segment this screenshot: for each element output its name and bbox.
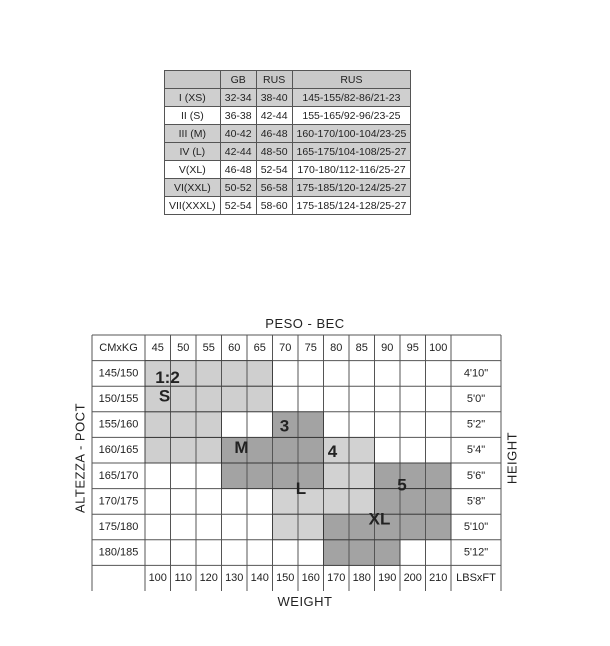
- ft-tick-label: 5'2": [466, 418, 486, 431]
- table-cell: 48-50: [256, 143, 292, 161]
- lbs-tick-label: 120: [199, 572, 218, 585]
- table-cell: 175-185/124-128/25-27: [292, 197, 411, 215]
- kg-tick-label: 100: [429, 341, 448, 354]
- kg-tick-label: 45: [151, 341, 164, 354]
- ft-tick-label: 5'12": [463, 546, 489, 559]
- ft-tick-label: 5'0": [466, 393, 486, 405]
- table-cell: 145-155/82-86/21-23: [292, 89, 411, 107]
- table-cell: 38-40: [256, 89, 292, 107]
- table-cell: V(XL): [165, 161, 221, 179]
- kg-tick-label: 90: [381, 341, 394, 354]
- table-cell: VII(XXXL): [165, 197, 221, 215]
- lbs-tick-label: 110: [174, 572, 193, 585]
- cm-tick-label: 155/160: [98, 418, 139, 431]
- table-cell: 46-48: [256, 125, 292, 143]
- table-cell: II (S): [165, 107, 221, 125]
- zone-fill-size-1-2: [145, 437, 222, 463]
- weight-kg-axis-title: PESO - BEC: [265, 316, 345, 331]
- lbs-tick-label: 150: [276, 572, 295, 585]
- table-cell: I (XS): [165, 89, 221, 107]
- table-cell: 52-54: [256, 161, 292, 179]
- zone-fill-size-5: [324, 540, 401, 566]
- lbs-tick-label: 170: [327, 572, 346, 585]
- table-cell: 52-54: [220, 197, 256, 215]
- table-cell: 40-42: [220, 125, 256, 143]
- table-cell: 46-48: [220, 161, 256, 179]
- ft-tick-label: 4'10": [463, 367, 489, 380]
- table-cell: 58-60: [256, 197, 292, 215]
- zone-number-label: 1:2: [155, 368, 180, 388]
- lbs-tick-label: 140: [250, 572, 269, 585]
- table-cell: 165-175/104-108/25-27: [292, 143, 411, 161]
- table-cell: 42-44: [220, 143, 256, 161]
- table-cell: 42-44: [256, 107, 292, 125]
- cm-tick-label: 165/170: [98, 469, 139, 482]
- zone-size-letter: L: [295, 479, 307, 499]
- table-cell: III (M): [165, 125, 221, 143]
- kg-tick-label: 65: [253, 341, 266, 354]
- ft-tick-label: 5'6": [466, 469, 486, 482]
- cm-tick-label: 180/185: [98, 546, 139, 559]
- cm-tick-label: 160/165: [98, 444, 139, 457]
- zone-size-letter: S: [158, 386, 171, 406]
- header-rus: RUS: [256, 71, 292, 89]
- zone-number-label: 4: [327, 441, 338, 461]
- ft-tick-label: 5'8": [466, 495, 486, 508]
- kg-tick-label: 75: [304, 341, 317, 354]
- table-cell: 160-170/100-104/23-25: [292, 125, 411, 143]
- table-cell: 56-58: [256, 179, 292, 197]
- table-cell: 170-180/112-116/25-27: [292, 161, 411, 179]
- table-cell: 155-165/92-96/23-25: [292, 107, 411, 125]
- table-cell: 50-52: [220, 179, 256, 197]
- height-cm-axis-title: ALTEZZA - POCT: [72, 402, 88, 514]
- cm-tick-label: 175/180: [98, 521, 139, 533]
- corner-cmxkg-label: CMxKG: [99, 341, 138, 354]
- zone-number-label: 3: [279, 416, 290, 436]
- height-ft-axis-title: HEIGHT: [504, 431, 520, 485]
- header-rus-measurements: RUS: [292, 71, 411, 89]
- lbs-tick-label: 190: [378, 572, 397, 585]
- kg-tick-label: 55: [202, 341, 215, 354]
- kg-tick-label: 70: [279, 341, 292, 354]
- zone-fill-size-1-2: [145, 412, 222, 438]
- table-cell: 36-38: [220, 107, 256, 125]
- lbs-tick-label: 100: [148, 572, 167, 585]
- weight-lbs-axis-title: WEIGHT: [277, 594, 333, 609]
- kg-tick-label: 85: [355, 341, 368, 354]
- lbs-tick-label: 130: [225, 572, 244, 585]
- lbs-tick-label: 210: [429, 572, 448, 585]
- zone-number-label: 5: [397, 475, 407, 495]
- cm-tick-label: 145/150: [98, 367, 139, 380]
- table-cell: 32-34: [220, 89, 256, 107]
- kg-tick-label: 50: [177, 341, 190, 354]
- kg-tick-label: 95: [406, 341, 419, 354]
- table-cell: VI(XXL): [165, 179, 221, 197]
- cm-tick-label: 150/155: [98, 393, 139, 405]
- kg-tick-label: 80: [330, 341, 343, 354]
- header-gb: GB: [220, 71, 256, 89]
- lbs-tick-label: 160: [301, 572, 320, 585]
- zone-size-letter: XL: [368, 509, 391, 529]
- kg-tick-label: 60: [228, 341, 241, 354]
- table-cell: IV (L): [165, 143, 221, 161]
- ft-tick-label: 5'10": [463, 521, 489, 533]
- ft-tick-label: 5'4": [466, 444, 486, 457]
- table-cell: 175-185/120-124/25-27: [292, 179, 411, 197]
- lbs-tick-label: 180: [352, 572, 371, 585]
- cm-tick-label: 170/175: [98, 495, 139, 508]
- lbs-tick-label: 200: [403, 572, 422, 585]
- zone-fill-size-5: [375, 463, 452, 489]
- zone-size-letter: M: [234, 437, 249, 457]
- corner-lbsxft-label: LBSxFT: [456, 572, 496, 585]
